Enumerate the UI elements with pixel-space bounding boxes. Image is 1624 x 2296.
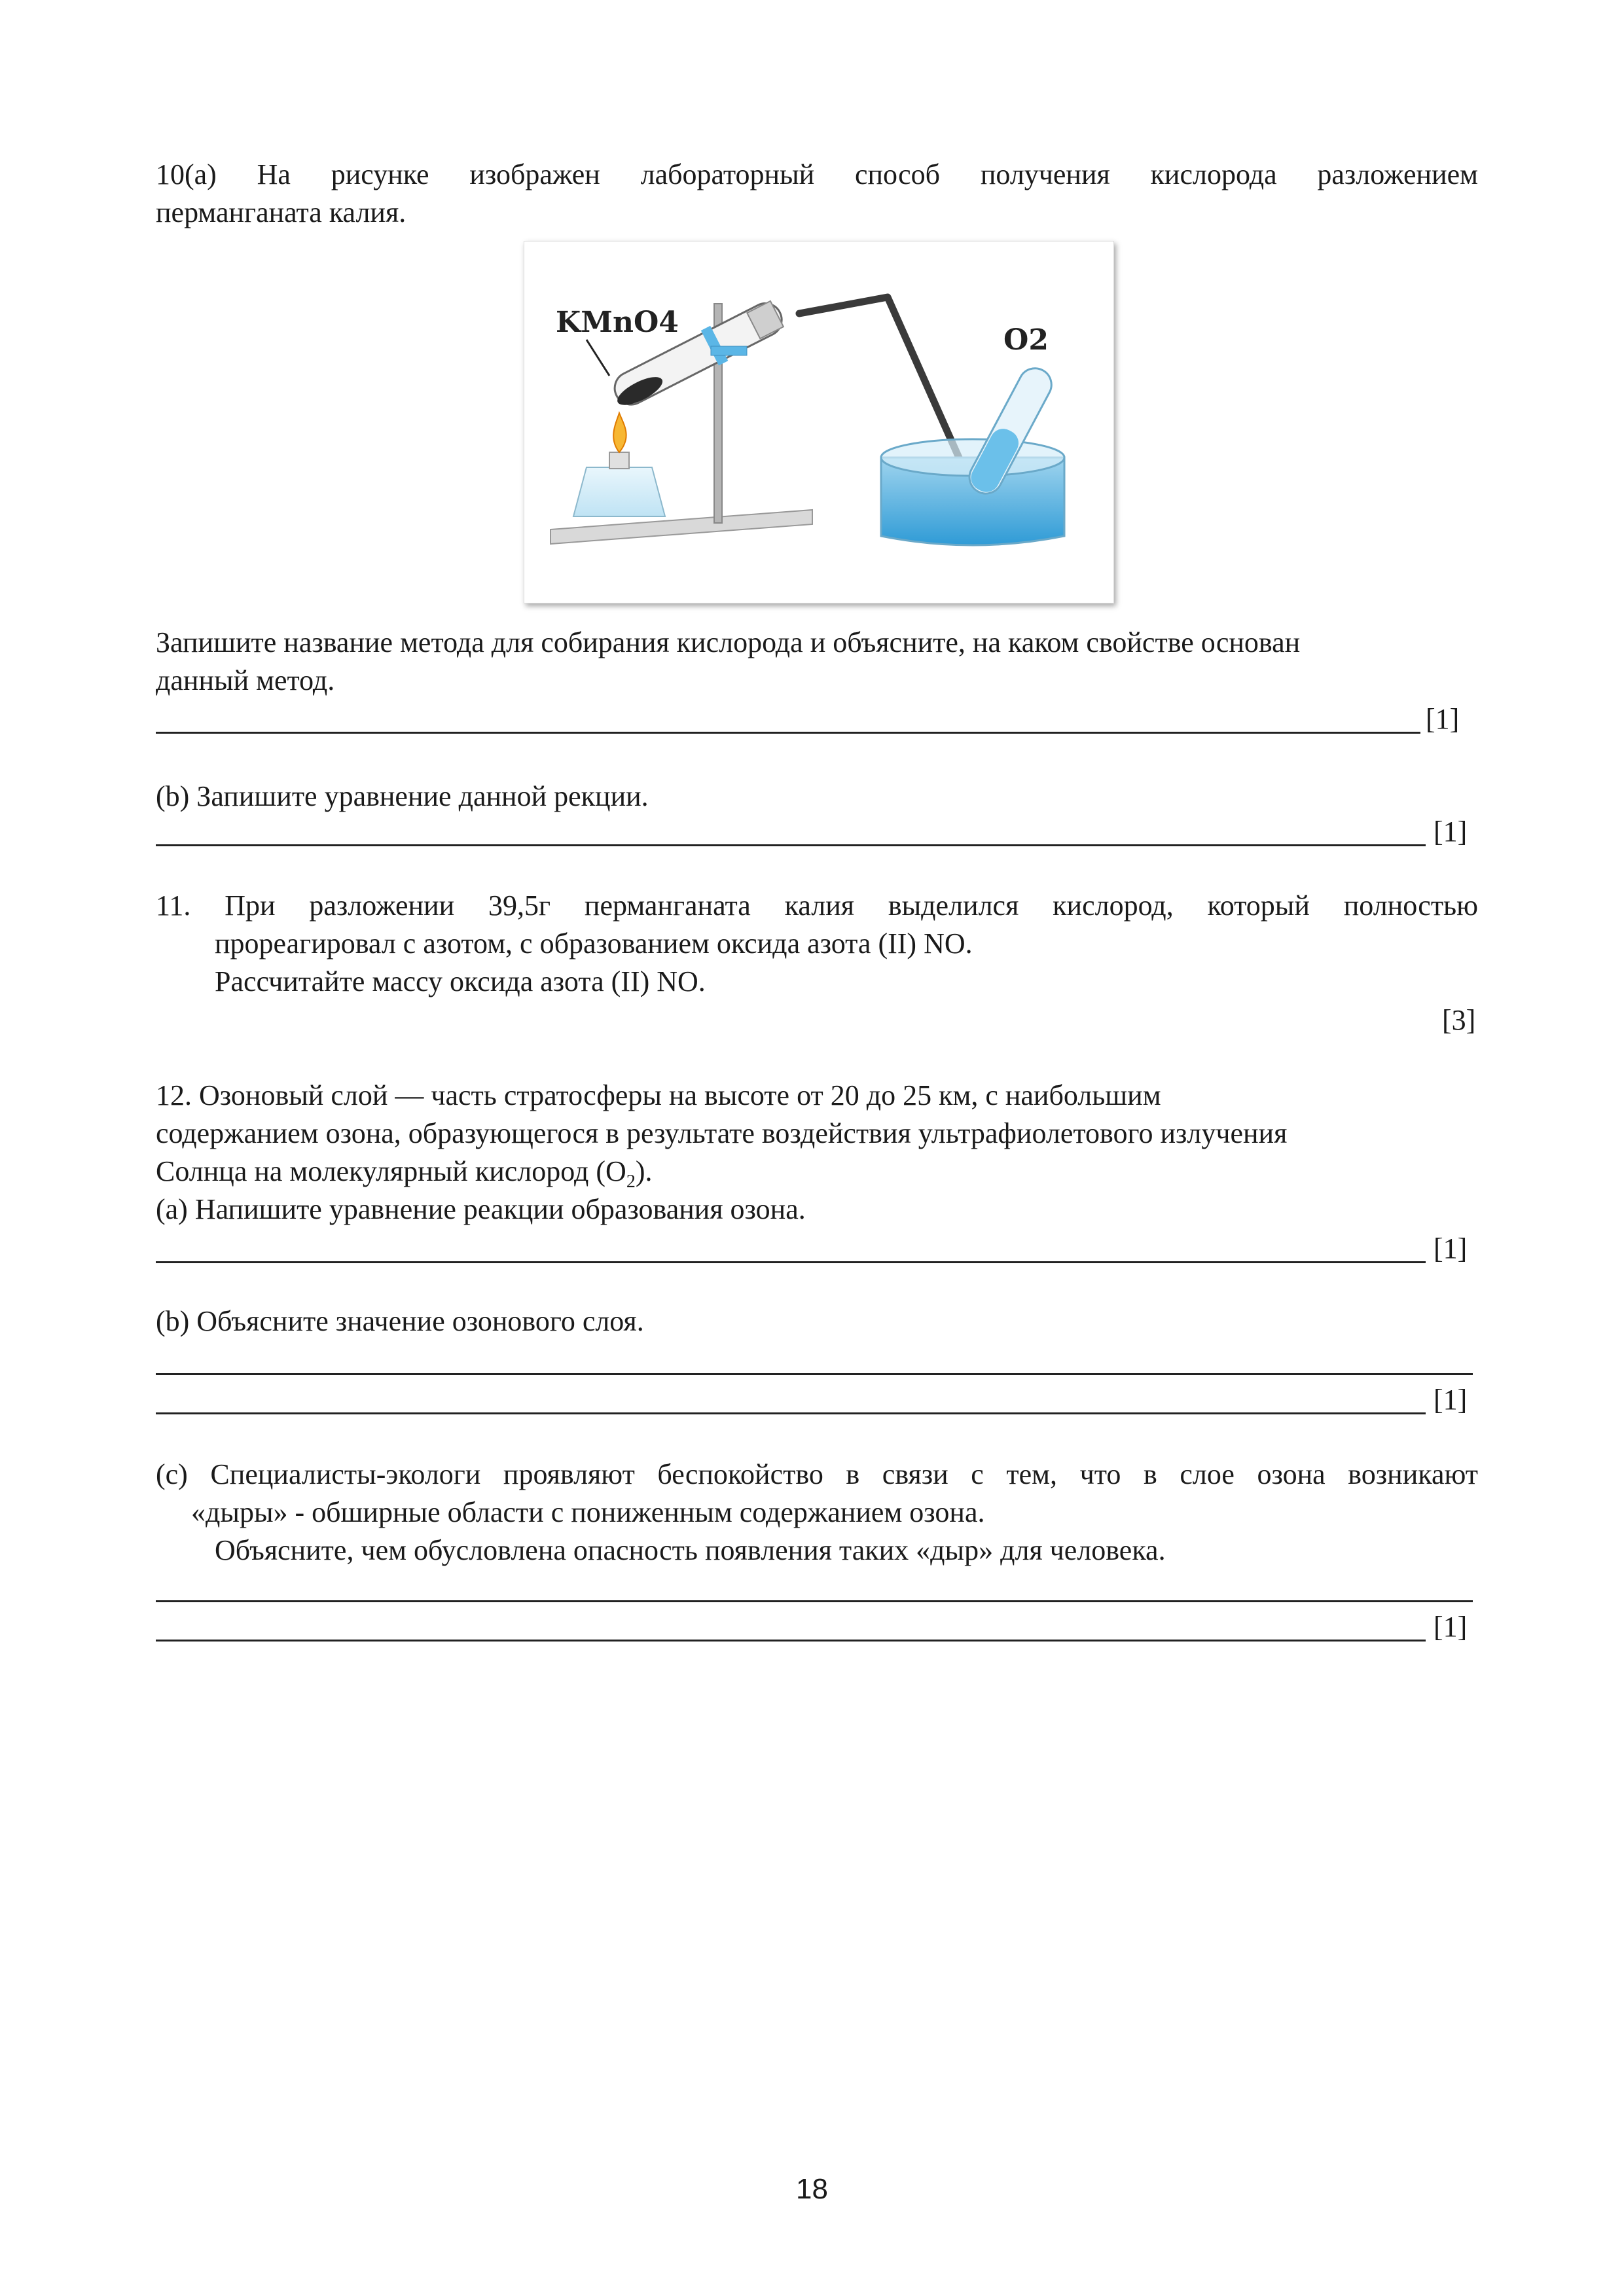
q10a-text-line2: перманганата калия. <box>156 196 406 228</box>
answer-line <box>156 1640 1426 1641</box>
q10-instruction-line2: данный метод. <box>156 664 335 696</box>
q12c-text-line2: «дыры» - обширные области с пониженным содержанием озона. <box>191 1496 985 1528</box>
page-number: 18 <box>796 2173 828 2205</box>
mark-q10a: [1] <box>1426 703 1460 735</box>
spirit-lamp <box>573 467 665 516</box>
q12c-text-line1: (c) Специалисты-экологи проявляют беспокойство в связи с тем, что в слое озона возникают <box>156 1458 1478 1490</box>
q12-text-line2: содержанием озона, образующегося в результате воздействия ультрафиолетового излучения <box>156 1117 1288 1149</box>
mark-q12b: [1] <box>1434 1384 1468 1416</box>
clamp <box>711 346 747 355</box>
answer-line <box>156 732 1420 734</box>
mark-q11: [3] <box>1442 1004 1476 1036</box>
q11-text-line3: Рассчитайте массу оксида азота (II) NO. <box>215 965 706 997</box>
mark-q10b: [1] <box>1434 816 1468 848</box>
q12-text-line1: 12. Озоновый слой — часть стратосферы на высоте от 20 до 25 км, с наибольшим <box>156 1079 1161 1111</box>
oxygen-apparatus-illustration <box>524 242 1113 603</box>
q10b-text: (b) Запишите уравнение данной рекции. <box>156 780 649 812</box>
answer-line <box>156 1412 1426 1414</box>
answer-line <box>156 1600 1473 1602</box>
mark-q12c: [1] <box>1434 1611 1468 1643</box>
q12a-text: (a) Напишите уравнение реакции образования озона. <box>156 1193 806 1225</box>
lab-apparatus-figure <box>524 241 1114 603</box>
q11-text-line1: 11. При разложении 39,5г перманганата калия выделился кислород, который полностью <box>156 889 1478 922</box>
q12b-text: (b) Объясните значение озонового слоя. <box>156 1305 644 1337</box>
mark-q12a: [1] <box>1434 1232 1468 1265</box>
label-kmno4: KMnO4 <box>556 306 679 339</box>
q10a-text-line1: 10(a) На рисунке изображен лабораторный способ получения кислорода разложением <box>156 158 1478 190</box>
label-o2: O2 <box>1003 323 1049 357</box>
q12-text-line3: Солнца на молекулярный кислород $(O_2)$. <box>156 1155 653 1192</box>
answer-line <box>156 844 1426 846</box>
q10-instruction-line1: Запишите название метода для собирания кислорода и объясните, на каком свойстве основан <box>156 626 1301 658</box>
answer-line <box>156 1261 1426 1263</box>
flame <box>613 413 626 452</box>
answer-line <box>156 1373 1473 1375</box>
q12c-text-line3: Объясните, чем обусловлена опасность появления таких «дыр» для человека. <box>215 1534 1166 1566</box>
q11-text-line2: прореагировал с азотом, с образованием оксида азота (II) NO. <box>215 927 973 960</box>
